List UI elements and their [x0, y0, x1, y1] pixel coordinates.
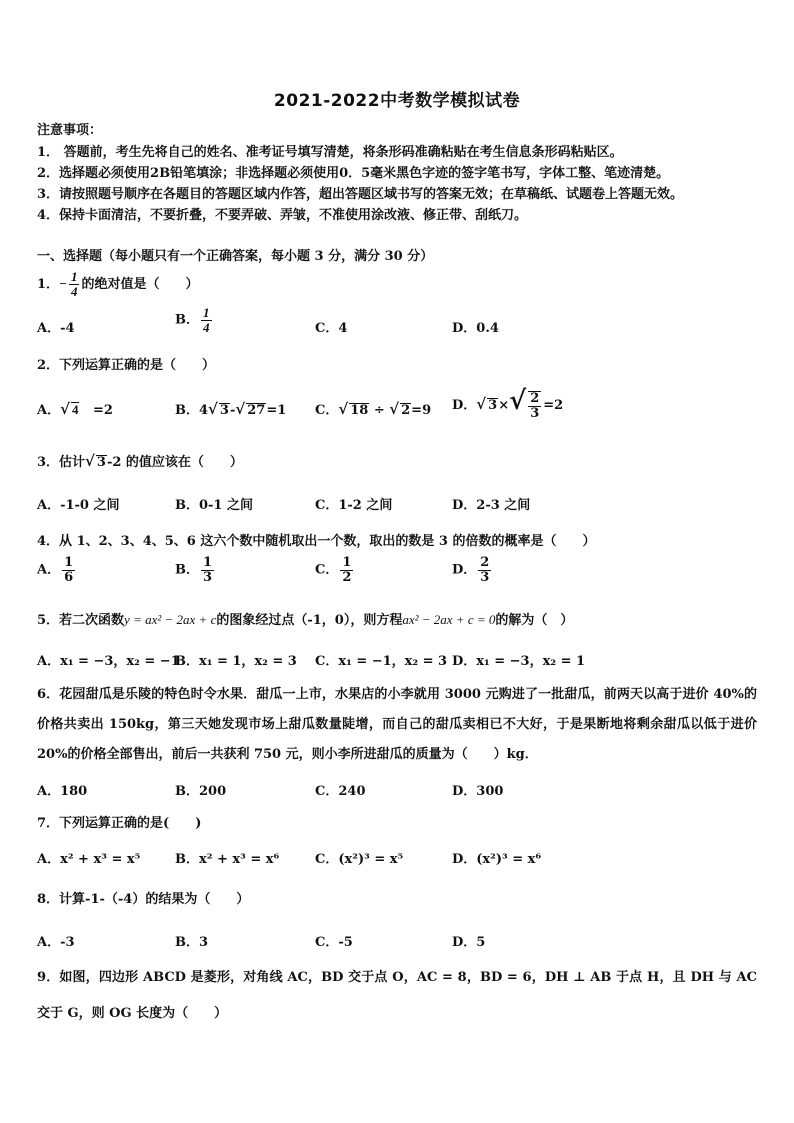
q1-option-d[interactable]: D．0.4: [452, 321, 499, 336]
q8-option-a[interactable]: A．-3: [37, 935, 75, 950]
q7-option-d[interactable]: D．(x²)³ = x⁶: [452, 852, 542, 867]
q8-option-d[interactable]: D．5: [452, 935, 486, 950]
q5-option-a[interactable]: A．x₁ = −3，x₂ = −1: [37, 654, 180, 669]
q5-option-d[interactable]: D．x₁ = −3，x₂ = 1: [452, 654, 586, 669]
q6-option-a[interactable]: A．180: [37, 784, 88, 799]
notice-item-4: 4．保持卡面清洁，不要折叠，不要弄破、弄皱，不准使用涂改液、修正带、刮纸刀。: [37, 208, 528, 223]
q2-option-a[interactable]: A．√ 4 =2: [37, 400, 113, 418]
q1-option-b[interactable]: B． $\frac{1}{4}$: [175, 305, 210, 335]
question-5: 5．若二次函数y = ax² − 2ax + c的图象经过点（-1，0），则方程ax² − 2ax + c = 0的解为（ ）: [37, 612, 574, 628]
q6-option-b[interactable]: B．200: [175, 784, 227, 799]
question-8: 8．计算-1-（-4）的结果为（ ）: [37, 892, 250, 907]
question-2: 2．下列运算正确的是（ ）: [37, 358, 216, 373]
q3-option-d[interactable]: D．2-3 之间: [452, 498, 531, 513]
q5-option-c[interactable]: C．x₁ = −1，x₂ = 3: [315, 654, 448, 669]
q4-option-b[interactable]: B． $\frac{1}{3}$: [175, 555, 213, 585]
q2-option-b[interactable]: B．4√ 3-√ 27=1: [175, 400, 287, 418]
page-title: 2021-2022中考数学模拟试卷: [273, 91, 521, 111]
q5-option-b[interactable]: B．x₁ = 1，x₂ = 3: [175, 654, 297, 669]
q4-option-c[interactable]: C． $\frac{1}{2}$: [315, 555, 352, 585]
question-1-number: 1．: [37, 277, 60, 292]
q7-option-a[interactable]: A．x² + x³ = x⁵: [37, 852, 141, 867]
notice-item-3: 3．请按照题号顺序在各题目的答题区域内作答，超出答题区域书写的答案无效；在草稿纸、试题卷上答题无效。: [37, 187, 684, 202]
q1-option-c[interactable]: C．4: [315, 321, 348, 336]
section-heading: 一、选择题（每小题只有一个正确答案，每小题 3 分，满分 30 分）: [37, 249, 434, 264]
q8-option-b[interactable]: B．3: [175, 935, 209, 950]
q1-option-a[interactable]: A．-4: [37, 321, 75, 336]
notice-heading: 注意事项：: [37, 123, 103, 138]
question-6: 6．花园甜瓜是乐陵的特色时令水果．甜瓜一上市，水果店的小李就用 3000 元购进了一批甜瓜，前两天以高于进价 40%的价格共卖出 150kg，第三天她发现市场上甜瓜数量陡增，而自己的甜瓜卖相已不大好，于是果断地将剩余甜瓜以低于进价 20%的价格全部售出，前后一共获利 750 元，则小李所进甜瓜的质量为（ ）kg．: [37, 687, 757, 762]
q7-option-c[interactable]: C．(x²)³ = x⁵: [315, 852, 404, 867]
q7-option-b[interactable]: B．x² + x³ = x⁶: [175, 852, 280, 867]
q8-option-c[interactable]: C．-5: [315, 935, 353, 950]
question-1-fraction: $\frac{1}{4}$: [70, 269, 78, 299]
q2-option-d[interactable]: D．√ 3×√ $\frac{2}{3}$ =2: [452, 386, 564, 421]
question-9: 9．如图，四边形 ABCD 是菱形，对角线 AC，BD 交于点 O，AC = 8，BD = 6，DH ⊥ AB 于点 H，且 DH 与 AC 交于 G，则 OG 长度为（ ）: [37, 970, 757, 1021]
q2-option-c[interactable]: C．√ 18 ÷ √ 2=9: [315, 400, 432, 418]
q1-option-b-fraction: $\frac{1}{4}$: [203, 305, 210, 335]
q3-option-a[interactable]: A．-1-0 之间: [37, 498, 120, 513]
q4-option-a[interactable]: A． $\frac{1}{6}$: [37, 555, 74, 585]
question-7: 7．下列运算正确的是( ): [37, 816, 202, 831]
q3-option-b[interactable]: B．0-1 之间: [175, 498, 254, 513]
q6-option-c[interactable]: C．240: [315, 784, 366, 799]
notice-item-2: 2．选择题必须使用2B铅笔填涂；非选择题必须使用0．5毫米黑色字迹的签字笔书写，字体工整、笔迹清楚。: [37, 166, 670, 181]
question-3: 3．估计√ 3-2 的值应该在（ ）: [37, 452, 243, 470]
q4-option-d[interactable]: D． $\frac{2}{3}$: [452, 555, 490, 585]
q6-option-d[interactable]: D．300: [452, 784, 504, 799]
question-4: 4．从 1、2、3、4、5、6 这六个数中随机取出一个数，取出的数是 3 的倍数的概率是（ ）: [37, 534, 596, 549]
question-1-stem: 的绝对值是（ ）: [81, 277, 199, 292]
notice-item-1: 1． 答题前，考生先将自己的姓名、准考证号填写清楚，将条形码准确粘贴在考生信息条形码粘贴区。: [37, 145, 623, 160]
question-1: 1．− $\frac{1}{4}$ 的绝对值是（ ）: [37, 269, 199, 299]
q3-option-c[interactable]: C．1-2 之间: [315, 498, 393, 513]
